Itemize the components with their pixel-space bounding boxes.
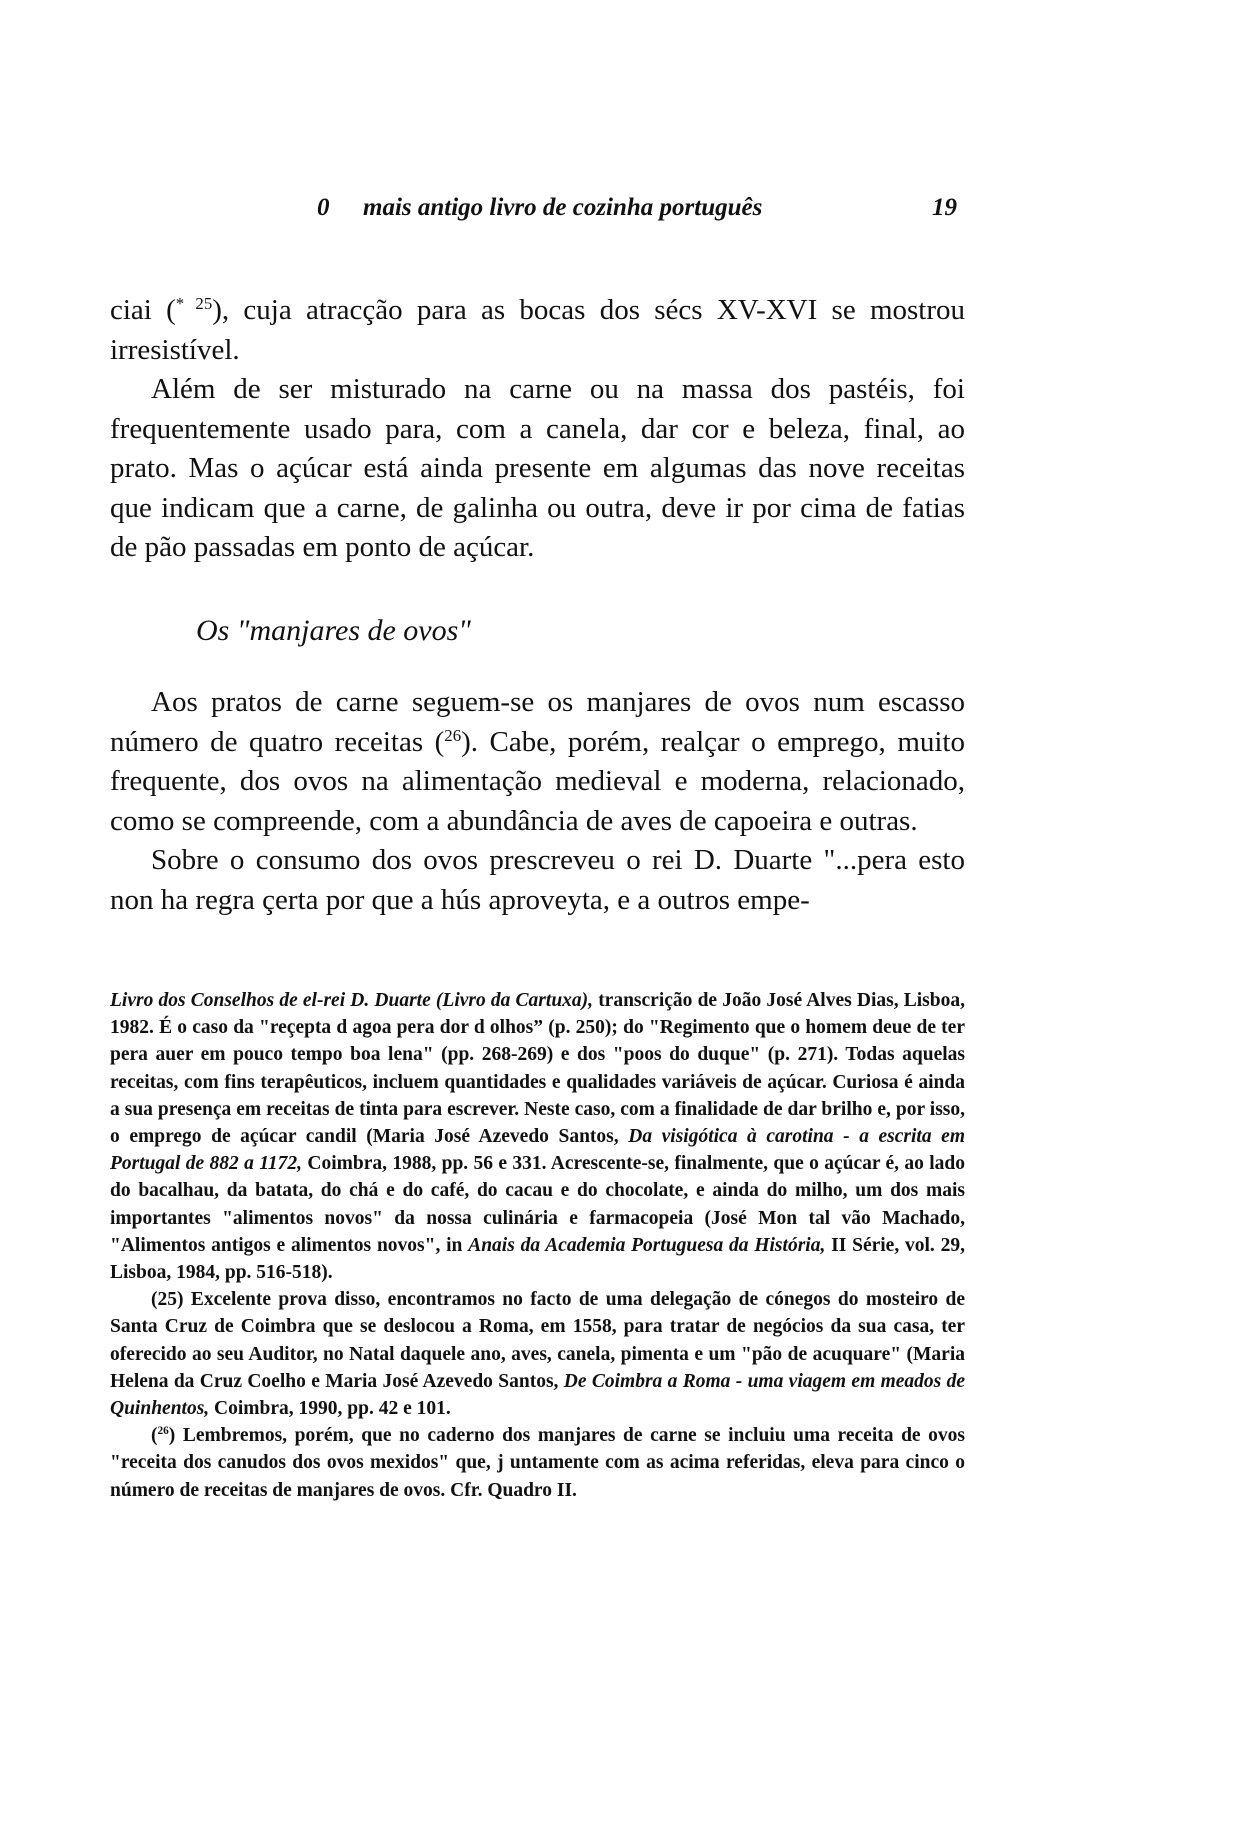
text-run: Coimbra, 1988, pp. 56 e 331. Acrescente-se, finalmente, que o açúcar é, ao lado do bacalhau, da batata, do chá e do café, do cacau e do chocolate, e ainda do milho, um dos mais importantes "alimentos novos" da nossa culinária e farmacopeia (José Mon tal vão Machado, "Alimentos antigos e alimentos novos", in <box>110 1153 966 1256</box>
footnote-26 <box>110 1422 965 1504</box>
paragraph-continuation <box>110 291 965 370</box>
running-header <box>110 194 965 228</box>
text-run: ) Lembremos, porém, que no caderno dos manjares de carne se incluiu uma receita de ovos "receita dos canudos dos ovos mexidos" que, j untamente com as acima referidas, eleva para cinco o número de receitas de manjares de ovos. Cfr. Quadro II. <box>110 1425 965 1501</box>
citation-title: Livro dos Conselhos de el-rei D. Duarte (Livro da Cartuxa), <box>110 990 594 1011</box>
text-run: (25) Excelente prova disso, encontramos no facto de uma delegação de cónegos do mosteiro de Santa Cruz de Coimbra que se deslocou a Roma, em 1558, para tratar de negócios da sua casa, ter oferecido ao seu Auditor, no Natal daquele ano, aves, canela, pimenta e um "pão de acuquare" (Maria Helena da Cruz Coelho e Maria José Azevedo Santos, <box>110 1289 965 1392</box>
footnotes <box>110 987 965 1504</box>
citation-title: Anais da Academia Portuguesa da História, <box>468 1234 826 1256</box>
citation-title: Da visigótica à carotina - a escrita em Portugal de 882 a 1172, <box>110 1126 965 1175</box>
header-title: mais antigo livro de cozinha português <box>363 194 763 221</box>
text-run: ), cuja atracção para as bocas dos sécs XV-XVI se mostrou irresistível. <box>110 294 966 366</box>
footnote-ref-25: * 25 <box>175 293 213 313</box>
footnote-number: 26 <box>157 1425 169 1438</box>
footnote-ref-26: 26 <box>444 725 462 745</box>
text-run: Aos pratos de carne seguem-se os manjares de ovos num escasso número de quatro receitas ( <box>110 686 965 758</box>
header-zero: 0 <box>317 194 330 221</box>
text-run: ). Cabe, porém, realçar o emprego, muito frequente, dos ovos na alimentação medieval e moderna, relacionado, como se compreende, com a abundância de aves de capoeira e outras. <box>110 725 965 837</box>
body-block-lower <box>110 683 965 920</box>
text-run: ( <box>151 1425 158 1447</box>
paragraph-sugar: Além de ser misturado na carne ou na massa dos pastéis, foi frequentemente usado para, com a canela, dar cor e beleza, final, ao prato. Mas o açúcar está ainda presente em algumas das nove receitas que indicam que a carne, de galinha ou outra, deve ir por cima de fatias de pão passadas em ponto de açúcar. <box>110 373 965 563</box>
citation-title: De Coimbra a Roma - uma viagem em meados de Quinhentos, <box>110 1370 965 1420</box>
footnote-continuation <box>110 987 965 1286</box>
body-block-upper <box>110 291 965 568</box>
page-number: 19 <box>932 194 957 221</box>
text-run: ciai ( <box>110 294 176 326</box>
footnote-25 <box>110 1286 965 1422</box>
paragraph-duarte: Sobre o consumo dos ovos prescreveu o rei D. Duarte "...pera esto non ha regra çerta por que a hús aproveyta, e a outros empe- <box>110 844 965 916</box>
text-run: Coimbra, 1990, pp. 42 e 101. <box>209 1398 451 1420</box>
paragraph-eggs <box>110 683 965 841</box>
section-heading: Os "manjares de ovos" <box>196 614 471 647</box>
text-run: transcrição de João José Alves Dias, Lisboa, 1982. É o caso da "reçepta d agoa pera dor d olhos” (p. 250); do "Regimento que o homem deue de ter pera auer em pouco tempo boa lena" (pp. 268-269) e dos "poos do duque" (p. 271). Todas aquelas receitas, com fins terapêuticos, incluem quantidades e qualidades variáveis de açúcar. Curiosa é ainda a sua presença em receitas de tinta para escrever. Neste caso, com a finalidade de dar brilho e, por isso, o emprego de açúcar candil (Maria José Azevedo Santos, <box>110 990 965 1148</box>
text-run: II Série, vol. 29, Lisboa, 1984, pp. 516-518). <box>110 1234 965 1284</box>
